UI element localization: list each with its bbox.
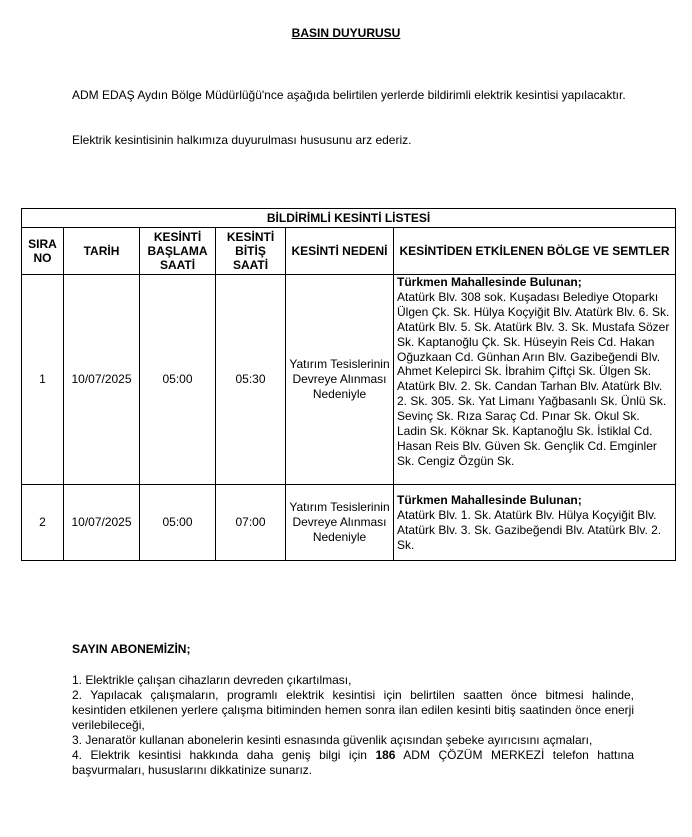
header-baslama: KESİNTİ BAŞLAMA SAATİ <box>140 228 216 275</box>
table-row <box>22 275 676 485</box>
header-neden: KESİNTİ NEDENİ <box>286 228 394 275</box>
cell-baslama: 05:00 <box>140 275 216 485</box>
outage-table <box>21 208 676 561</box>
hotline-number: 186 <box>375 748 396 762</box>
note-item: 1. Elektrikle çalışan cihazların devreden çıkartılması, <box>72 673 352 687</box>
cell-bolge <box>394 275 676 485</box>
cell-baslama: 05:00 <box>140 485 216 561</box>
subscriber-heading: SAYIN ABONEMİZİN; <box>72 642 191 656</box>
area-title: Türkmen Mahallesinde Bulunan; <box>397 493 582 507</box>
notes-list <box>72 673 634 778</box>
table-caption: BİLDİRİMLİ KESİNTİ LİSTESİ <box>22 209 676 228</box>
table-row <box>22 485 676 561</box>
page-title: BASIN DUYURUSU <box>291 26 401 40</box>
intro-closing: Elektrik kesintisinin halkımıza duyurulması hususunu arz ederiz. <box>72 133 412 147</box>
cell-sira: 2 <box>22 485 64 561</box>
area-title: Türkmen Mahallesinde Bulunan; <box>397 275 582 289</box>
header-bitis: KESİNTİ BİTİŞ SAATİ <box>216 228 286 275</box>
cell-neden: Yatırım Tesislerinin Devreye Alınması Nedeniyle <box>286 485 394 561</box>
note-text: ADM ÇÖZÜM MERKEZİ telefon hattına başvurmaları, hususlarını dikkatinize sunarız. <box>72 748 635 777</box>
note-item: 3. Jenaratör kullanan abonelerin kesinti esnasında güvenlik açısından şebeke ayırıcısını açmaları, <box>72 733 593 747</box>
cell-tarih: 10/07/2025 <box>64 485 140 561</box>
header-bolge: KESİNTİDEN ETKİLENEN BÖLGE VE SEMTLER <box>394 228 676 275</box>
note-item <box>72 748 634 778</box>
intro-paragraph: ADM EDAŞ Aydın Bölge Müdürlüğü'nce aşağıda belirtilen yerlerde bildirimli elektrik kesintisi yapılacaktır. <box>72 88 626 102</box>
cell-sira: 1 <box>22 275 64 485</box>
cell-tarih: 10/07/2025 <box>64 275 140 485</box>
cell-bitis: 05:30 <box>216 275 286 485</box>
cell-bitis: 07:00 <box>216 485 286 561</box>
cell-neden: Yatırım Tesislerinin Devreye Alınması Nedeniyle <box>286 275 394 485</box>
cell-bolge <box>394 485 676 561</box>
header-sira: SIRA NO <box>22 228 64 275</box>
note-item: 2. Yapılacak çalışmaların, programlı elektrik kesintisi için belirtilen saatten önce bitmesi halinde, kesintiden etkilenen yerlere çalışma bitiminden hemen sonra ilan edilen kesinti bitiş saatinden önce enerji verilebileceği, <box>72 688 634 732</box>
area-text: Atatürk Blv. 1. Sk. Atatürk Blv. Hülya Koçyiğit Blv. Atatürk Blv. 3. Sk. Gazibeğendi Blv. Atatürk Blv. 2. Sk. <box>397 507 662 552</box>
header-tarih: TARİH <box>64 228 140 275</box>
area-text: Atatürk Blv. 308 sok. Kuşadası Belediye Otoparkı Ülgen Çk. Sk. Hülya Koçyiğit Blv. Atatürk Blv. 6. Sk. Atatürk Blv. 5. Sk. Atatürk Blv. 3. Sk. Mustafa Sözer Sk. Kaptanoğlu Çk. Sk. Hüseyin Reis Cd. Hakan Oğuzkaan Cd. Günhan Arın Blv. Gazibeğendi Blv. Ahmet Kelepirci Sk. İbrahim Çiftçi Sk. Ülgen Sk. Atatürk Blv. 2. Sk. Candan Tarhan Blv. Atatürk Blv. 2. Sk. 305. Sk. Yat Limanı Yağbasanlı Sk. Ünlü Sk. Sevinç Sk. Rıza Saraç Cd. Pınar Sk. Okul Sk. Ladin Sk. Köknar Sk. Kaptanoğlu Sk. İstiklal Cd. Hasan Reis Blv. Güven Sk. Gençlik Cd. Emginler Sk. Cengiz Özgün Sk. <box>397 289 670 468</box>
note-text: 4. Elektrik kesintisi hakkında daha geniş bilgi için <box>72 748 376 762</box>
